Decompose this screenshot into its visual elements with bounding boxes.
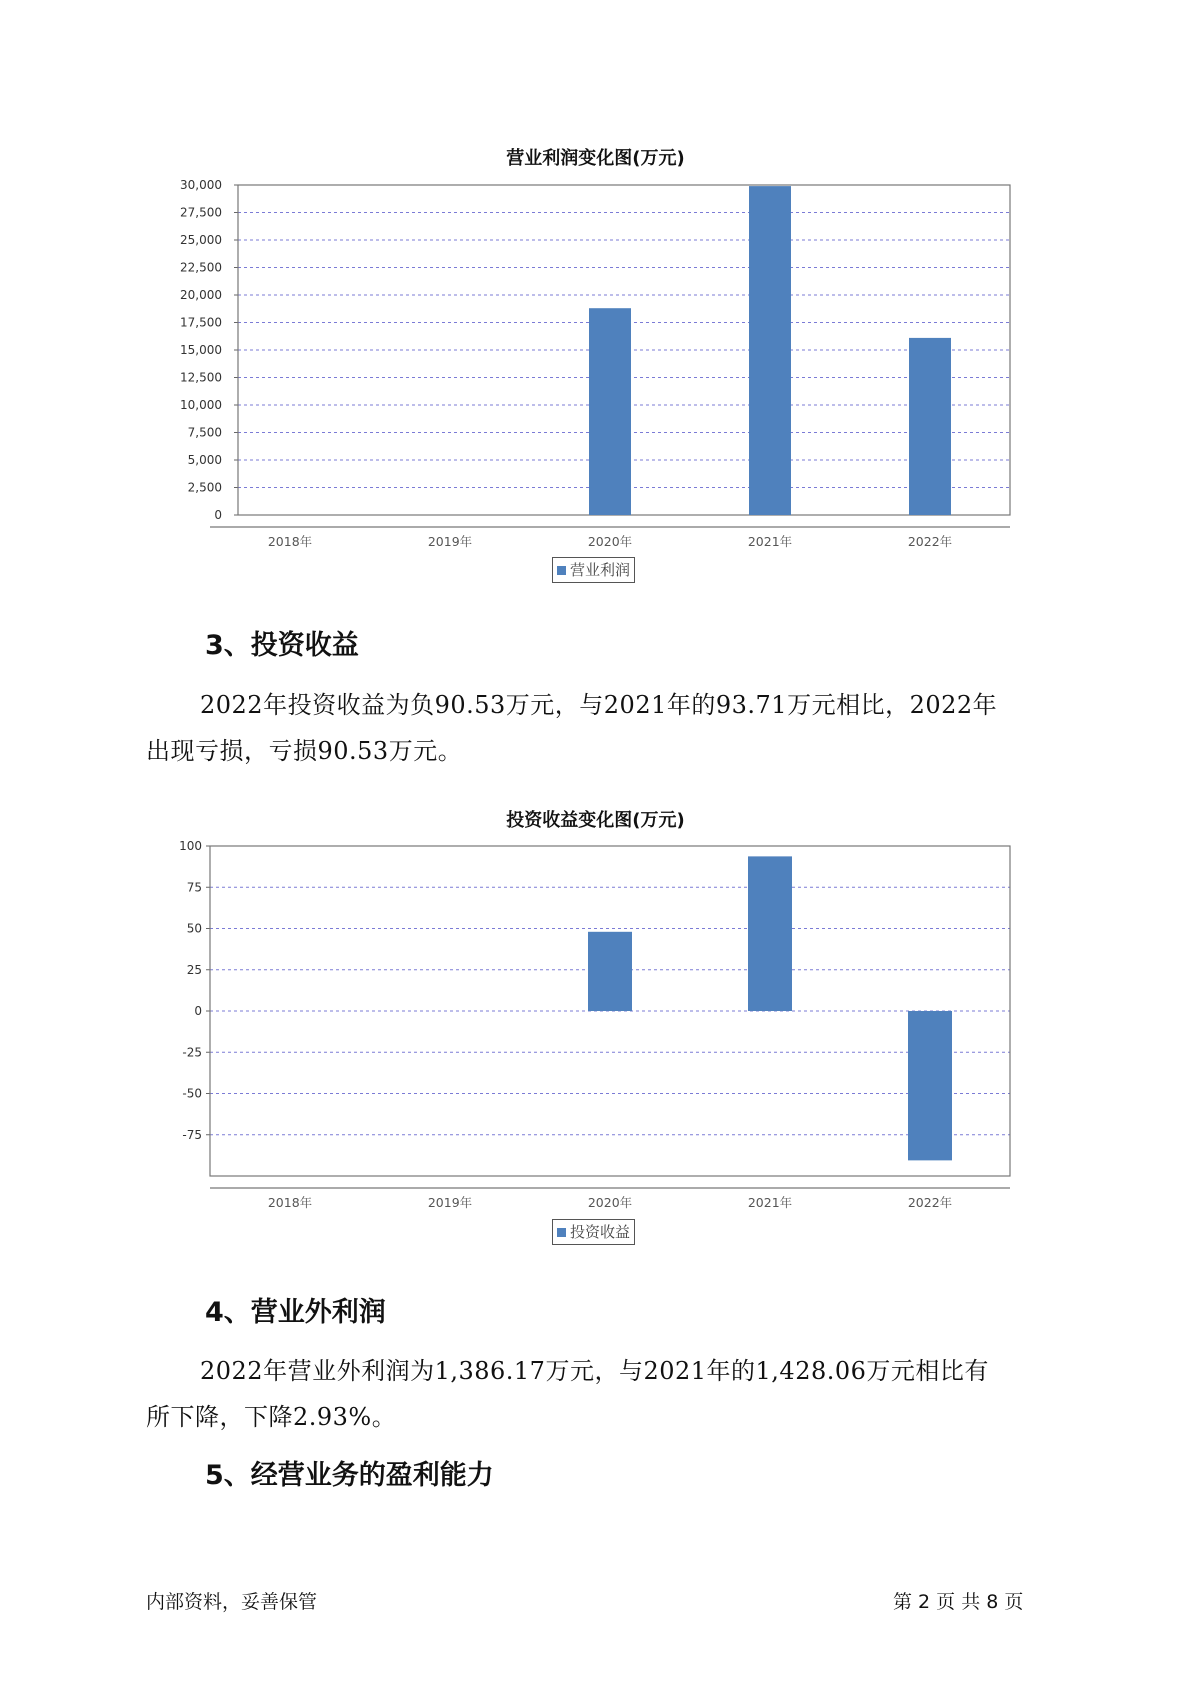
legend-swatch xyxy=(557,566,566,575)
page-number: 第 2 页 共 8 页 xyxy=(893,1591,1024,1613)
legend-label: 投资收益 xyxy=(570,1223,631,1241)
y-tick-label: -25 xyxy=(182,1045,202,1060)
y-tick-label: -50 xyxy=(182,1086,202,1101)
legend-label: 营业利润 xyxy=(570,561,631,579)
y-tick-label: 100 xyxy=(179,839,202,853)
y-tick-label: 25 xyxy=(186,962,202,977)
chart-title: 投资收益变化图(万元) xyxy=(506,810,685,831)
x-tick-label: 2021年 xyxy=(747,534,793,549)
bar xyxy=(588,932,632,1011)
y-tick-label: 17,500 xyxy=(180,315,222,330)
section-paragraph xyxy=(146,682,1046,774)
y-tick-label: 22,500 xyxy=(180,260,222,275)
x-tick-label: 2018年 xyxy=(267,534,313,549)
chart-legend xyxy=(552,557,635,583)
footer-note: 内部资料，妥善保管 xyxy=(146,1591,318,1613)
bar xyxy=(589,308,631,515)
paragraph-line: 所下降，下降2.93%。 xyxy=(146,1403,397,1431)
section-heading: 4、营业外利润 xyxy=(205,1297,386,1328)
y-tick-label: 30,000 xyxy=(180,178,222,192)
operating-profit-chart xyxy=(0,170,1191,590)
legend-swatch xyxy=(557,1228,566,1237)
section-heading: 5、经营业务的盈利能力 xyxy=(205,1460,494,1491)
y-tick-label: 12,500 xyxy=(180,370,222,385)
investment-income-chart xyxy=(0,832,1191,1232)
y-tick-label: 10,000 xyxy=(180,398,222,412)
y-tick-label: 2,500 xyxy=(187,480,222,495)
y-tick-label: 25,000 xyxy=(180,233,222,247)
x-tick-label: 2020年 xyxy=(587,1195,633,1210)
y-tick-label: 0 xyxy=(214,508,222,522)
x-tick-label: 2018年 xyxy=(267,1195,313,1210)
bar xyxy=(908,1011,952,1160)
y-tick-label: 75 xyxy=(186,880,202,895)
y-tick-label: 50 xyxy=(186,921,202,936)
x-tick-label: 2020年 xyxy=(587,534,633,549)
bar xyxy=(909,338,951,515)
y-tick-label: 15,000 xyxy=(180,343,222,357)
chart-title: 营业利润变化图(万元) xyxy=(506,148,685,169)
paragraph-line: 2022年营业外利润为1,386.17万元，与2021年的1,428.06万元相比有 xyxy=(200,1357,989,1385)
bar xyxy=(748,856,792,1011)
y-tick-label: -75 xyxy=(182,1127,202,1142)
section-paragraph xyxy=(146,1348,1046,1440)
x-tick-label: 2019年 xyxy=(427,1195,473,1210)
y-tick-label: 5,000 xyxy=(187,453,222,467)
chart-legend xyxy=(552,1219,635,1245)
x-tick-label: 2022年 xyxy=(907,1195,953,1210)
x-tick-label: 2021年 xyxy=(747,1195,793,1210)
y-tick-label: 0 xyxy=(194,1004,202,1018)
x-tick-label: 2022年 xyxy=(907,534,953,549)
bar xyxy=(749,186,791,515)
paragraph-line: 2022年投资收益为负90.53万元，与2021年的93.71万元相比，2022年 xyxy=(200,691,998,719)
x-tick-label: 2019年 xyxy=(427,534,473,549)
y-tick-label: 27,500 xyxy=(180,205,222,220)
paragraph-line: 出现亏损，亏损90.53万元。 xyxy=(146,737,463,765)
y-tick-label: 7,500 xyxy=(187,425,222,440)
y-tick-label: 20,000 xyxy=(180,288,222,302)
section-heading: 3、投资收益 xyxy=(205,630,359,661)
